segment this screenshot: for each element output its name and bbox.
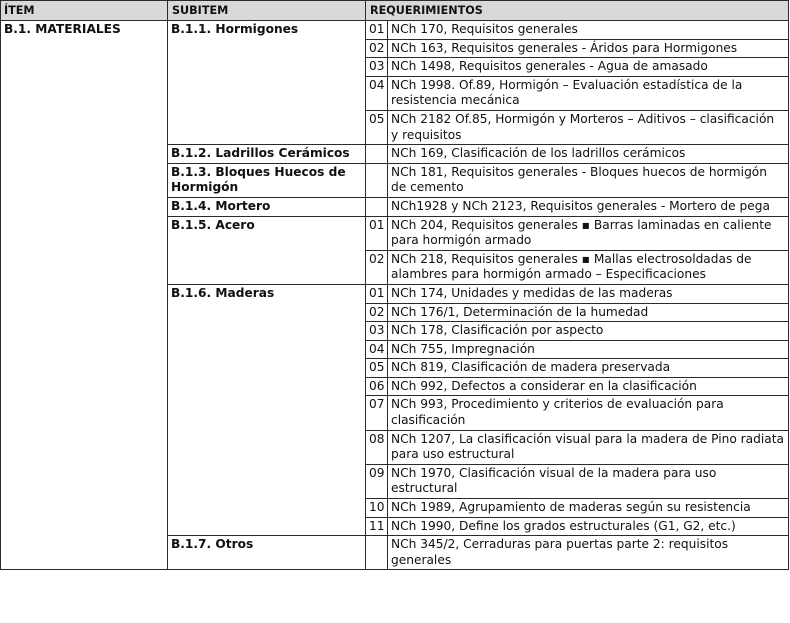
requirement-number (366, 163, 388, 197)
requirement-text: NCh 163, Requisitos generales - Áridos para Hormigones (388, 39, 789, 58)
requirement-text: NCh 2182 Of.85, Hormigón y Morteros – Aditivos – clasificación y requisitos (388, 110, 789, 144)
requirement-text: NCh 181, Requisitos generales - Bloques huecos de hormigón de cemento (388, 163, 789, 197)
requirement-number (366, 145, 388, 164)
requirement-number: 10 (366, 499, 388, 518)
requirement-text: NCh 819, Clasificación de madera preservada (388, 359, 789, 378)
requirement-text: NCh 1207, La clasificación visual para la madera de Pino radiata para uso estructural (388, 430, 789, 464)
requirement-text: NCh 174, Unidades y medidas de las maderas (388, 284, 789, 303)
requirement-text: NCh 170, Requisitos generales (388, 21, 789, 40)
requirement-number: 02 (366, 39, 388, 58)
table-body (1, 21, 789, 570)
requirement-number: 04 (366, 76, 388, 110)
requirement-text: NCh 204, Requisitos generales ▪ Barras laminadas en caliente para hormigón armado (388, 216, 789, 250)
requirement-text: NCh1928 y NCh 2123, Requisitos generales - Mortero de pega (388, 197, 789, 216)
requirement-number: 09 (366, 464, 388, 498)
requirement-number: 02 (366, 303, 388, 322)
requirement-number: 01 (366, 284, 388, 303)
requirement-number: 08 (366, 430, 388, 464)
requirement-number: 03 (366, 58, 388, 77)
header-requirements: REQUERIMIENTOS (366, 1, 789, 21)
requirement-text: NCh 993, Procedimiento y criterios de evaluación para clasificación (388, 396, 789, 430)
subitem-cell: B.1.5. Acero (168, 216, 366, 284)
header-subitem: SUBITEM (168, 1, 366, 21)
requirement-text: NCh 169, Clasificación de los ladrillos cerámicos (388, 145, 789, 164)
requirement-text: NCh 218, Requisitos generales ▪ Mallas electrosoldadas de alambres para hormigón armado – Especificaciones (388, 250, 789, 284)
requirement-number: 06 (366, 377, 388, 396)
requirement-number: 07 (366, 396, 388, 430)
requirement-number (366, 197, 388, 216)
header-row (1, 1, 789, 21)
subitem-cell: B.1.1. Hormigones (168, 21, 366, 145)
requirement-text: NCh 1990, Define los grados estructurales (G1, G2, etc.) (388, 517, 789, 536)
requirement-number: 05 (366, 110, 388, 144)
requirement-number (366, 536, 388, 570)
requirement-number: 01 (366, 216, 388, 250)
header-item: ÍTEM (1, 1, 168, 21)
subitem-cell: B.1.2. Ladrillos Cerámicos (168, 145, 366, 164)
requirement-text: NCh 992, Defectos a considerar en la clasificación (388, 377, 789, 396)
requirement-text: NCh 1498, Requisitos generales - Agua de amasado (388, 58, 789, 77)
requirement-text: NCh 1989, Agrupamiento de maderas según su resistencia (388, 499, 789, 518)
requirement-text: NCh 176/1, Determinación de la humedad (388, 303, 789, 322)
requirement-number: 02 (366, 250, 388, 284)
requirement-number: 11 (366, 517, 388, 536)
requirement-text: NCh 1970, Clasificación visual de la madera para uso estructural (388, 464, 789, 498)
requirement-text: NCh 1998. Of.89, Hormigón – Evaluación estadística de la resistencia mecánica (388, 76, 789, 110)
requirement-number: 01 (366, 21, 388, 40)
subitem-cell: B.1.7. Otros (168, 536, 366, 570)
requirement-number: 05 (366, 359, 388, 378)
subitem-cell: B.1.4. Mortero (168, 197, 366, 216)
subitem-cell: B.1.3. Bloques Huecos de Hormigón (168, 163, 366, 197)
requirement-number: 03 (366, 322, 388, 341)
item-cell: B.1. MATERIALES (1, 21, 168, 570)
subitem-cell: B.1.6. Maderas (168, 284, 366, 535)
requirement-text: NCh 755, Impregnación (388, 340, 789, 359)
table-row (1, 21, 789, 40)
requirement-number: 04 (366, 340, 388, 359)
requirement-text: NCh 345/2, Cerraduras para puertas parte 2: requisitos generales (388, 536, 789, 570)
requirement-text: NCh 178, Clasificación por aspecto (388, 322, 789, 341)
